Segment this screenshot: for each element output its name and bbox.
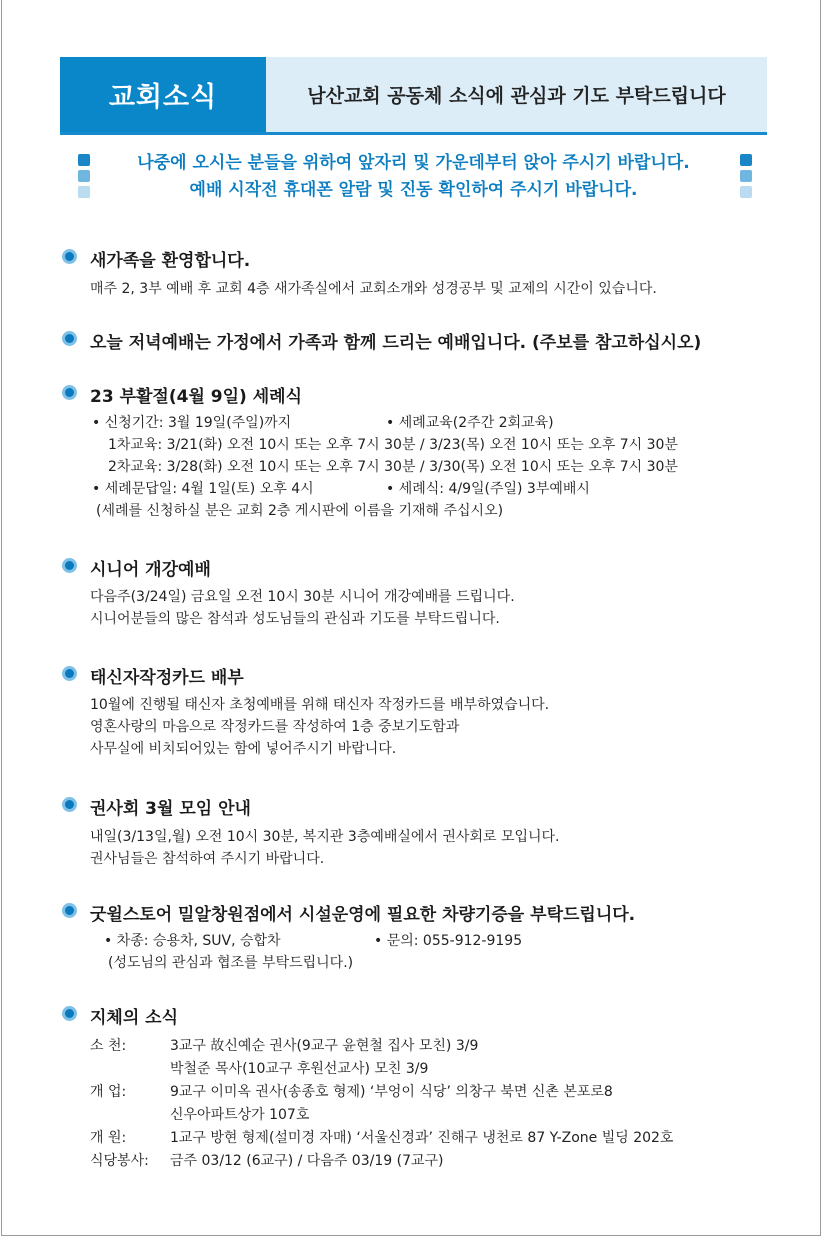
section-member-news	[62, 1003, 762, 1173]
page-subtitle: 남산교회 공동체 소식에 관심과 기도 부탁드립니다	[307, 85, 726, 107]
section-title: 23 부활절(4월 9일) 세례식	[90, 387, 302, 407]
section-senior-worship	[62, 555, 762, 630]
news-label: 식당봉사:	[90, 1153, 149, 1169]
section-evening-worship	[62, 328, 762, 354]
section-title: 권사회 3월 모임 안내	[90, 799, 251, 819]
section-text: 영혼사랑의 마음으로 작정카드를 작성하여 1층 중보기도함과	[90, 719, 460, 735]
section-title: 오늘 저녁예배는 가정에서 가족과 함께 드리는 예배입니다. (주보를 참고하십시오)	[90, 333, 702, 353]
vehicle-types: • 차종: 승용차, SUV, 승합차	[104, 933, 281, 949]
section-title: 태신자작정카드 배부	[90, 668, 244, 688]
section-text: 권사님들은 참석하여 주시기 바랍니다.	[90, 851, 325, 867]
news-label: 개 원:	[90, 1130, 127, 1146]
notice-box	[60, 150, 767, 210]
education-2: 2차교육: 3/28(화) 오전 10시 또는 오후 7시 30분 / 3/30(목) 오전 10시 또는 오후 7시 30분	[108, 459, 678, 475]
section-text: 사무실에 비치되어있는 함에 넣어주시기 바랍니다.	[90, 741, 397, 757]
section-vehicle-donation	[62, 900, 762, 974]
news-text: 3교구 故신예순 권사(9교구 윤현철 집사 모친) 3/9	[170, 1038, 479, 1054]
section-title: 시니어 개강예배	[90, 560, 211, 580]
news-label: 개 업:	[90, 1084, 127, 1100]
bullet-icon	[62, 249, 77, 264]
news-label: 소 천:	[90, 1038, 127, 1054]
baptism-qa-date: • 세례문답일: 4월 1일(토) 오후 4시	[92, 481, 314, 497]
section-text: 매주 2, 3부 예배 후 교회 4층 새가족실에서 교회소개와 성경공부 및 교제의 시간이 있습니다.	[90, 281, 657, 297]
section-new-family	[62, 246, 762, 300]
bullet-icon	[62, 666, 77, 681]
vehicle-note: (성도님의 관심과 협조를 부탁드립니다.)	[108, 955, 354, 971]
bullet-icon	[62, 1006, 77, 1021]
bullet-icon	[62, 903, 77, 918]
baptism-note: (세례를 신청하실 분은 교회 2층 게시판에 이름을 기재해 주십시오)	[96, 503, 504, 519]
contact-phone: • 문의: 055-912-9195	[374, 933, 523, 949]
page-title: 교회소식	[60, 57, 266, 132]
notice-line-2: 예배 시작전 휴대폰 알람 및 진동 확인하여 주시기 바랍니다.	[189, 180, 638, 200]
news-text: 9교구 이미옥 권사(송종호 형제) ‘부엉이 식당’ 의창구 북면 신촌 본포로8	[170, 1084, 613, 1100]
section-text: 10월에 진행될 태신자 초청예배를 위해 태신자 작정카드를 배부하였습니다.	[90, 697, 550, 713]
apply-period: • 신청기간: 3월 19일(주일)까지	[92, 415, 292, 431]
section-text: 시니어분들의 많은 참석과 성도님들의 관심과 기도를 부탁드립니다.	[90, 611, 500, 627]
section-text: 다음주(3/24일) 금요일 오전 10시 30분 시니어 개강예배를 드립니다.	[90, 589, 515, 605]
news-text: 박철준 목사(10교구 후원선교사) 모친 3/9	[170, 1061, 429, 1077]
notice-line-1: 나중에 오시는 분들을 위하여 앞자리 및 가운데부터 앉아 주시기 바랍니다.	[137, 153, 690, 173]
section-baptism	[62, 382, 762, 522]
section-text: 내일(3/13일,월) 오전 10시 30분, 복지관 3층예배실에서 권사회로 모입니다.	[90, 829, 560, 845]
news-text: 신우아파트상가 107호	[170, 1107, 310, 1123]
bullet-icon	[62, 797, 77, 812]
news-text: 금주 03/12 (6교구) / 다음주 03/19 (7교구)	[170, 1153, 444, 1169]
header-banner	[60, 57, 767, 135]
education-1: 1차교육: 3/21(화) 오전 10시 또는 오후 7시 30분 / 3/23(목) 오전 10시 또는 오후 7시 30분	[108, 437, 678, 453]
section-title: 지체의 소식	[90, 1008, 179, 1028]
section-title: 굿윌스토어 밀알창원점에서 시설운영에 필요한 차량기증을 부탁드립니다.	[90, 905, 636, 925]
bullet-icon	[62, 558, 77, 573]
news-text: 1교구 방현 형제(설미경 자매) ‘서울신경과’ 진해구 냉천로 87 Y-Zone 빌딩 202호	[170, 1130, 674, 1146]
bullet-icon	[62, 385, 77, 400]
baptism-ceremony: • 세례식: 4/9일(주일) 3부예배시	[386, 481, 590, 497]
section-pledge-card	[62, 663, 762, 760]
baptism-education: • 세례교육(2주간 2회교육)	[386, 415, 554, 431]
bullet-icon	[62, 331, 77, 346]
section-title: 새가족을 환영합니다.	[90, 251, 251, 271]
section-deaconess-meeting	[62, 794, 762, 870]
